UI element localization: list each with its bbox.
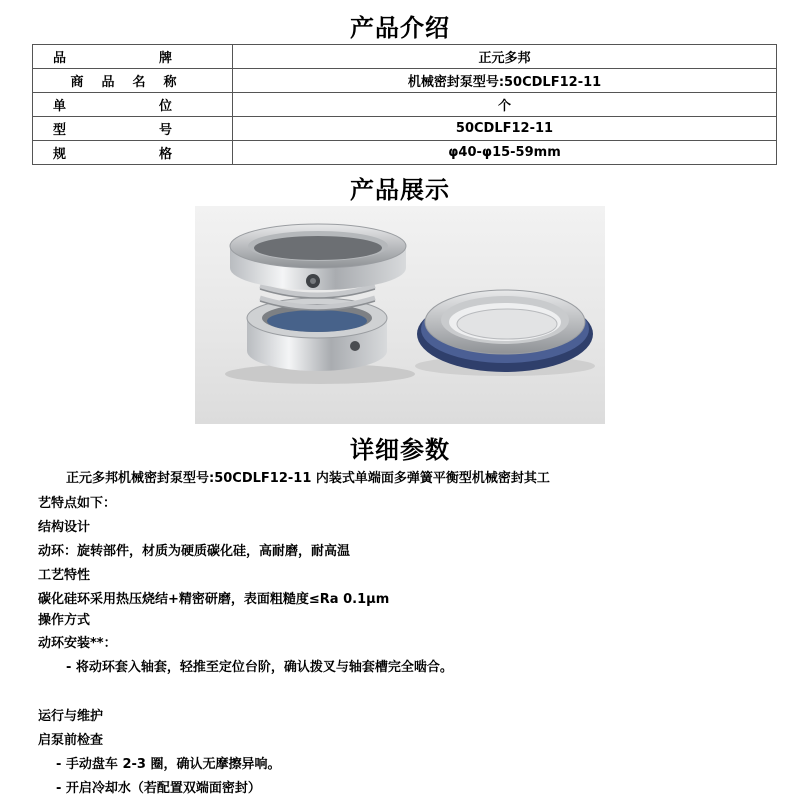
spec-label-specification: 规 格 [33, 141, 233, 165]
spec-value-model: 50CDLF12-11 [233, 117, 777, 141]
spec-value-brand: 正元多邦 [233, 45, 777, 69]
spec-label-brand: 品 牌 [33, 45, 233, 69]
spec-label-unit: 单 位 [33, 93, 233, 117]
params-intro-line-2: 艺特点如下： [38, 496, 117, 511]
table-row [33, 117, 777, 141]
params-intro-line-1: 正元多邦机械密封泵型号:50CDLF12-11 内装式单端面多弹簧平衡型机械密封其工 [66, 471, 550, 486]
check-item-1: - 手动盘车 2-3 圈，确认无摩擦异响。 [56, 757, 281, 772]
table-row [33, 93, 777, 117]
table-row [33, 69, 777, 93]
spec-table [32, 44, 777, 165]
table-row [33, 45, 777, 69]
spec-label-product-name: 商品名称 [33, 69, 233, 93]
process-heading: 工艺特性 [38, 568, 91, 583]
check-item-2: - 开启冷却水（若配置双端面密封） [56, 781, 261, 796]
install-heading: 动环安装**： [38, 636, 117, 651]
structure-text: 动环：旋转部件，材质为硬质碳化硅，高耐磨，耐高温 [38, 544, 351, 559]
install-step: - 将动环套入轴套，轻推至定位台阶，确认拨叉与轴套槽完全啮合。 [66, 660, 453, 675]
mechanical-seal-illustration [195, 206, 605, 424]
spec-label-model: 型 号 [33, 117, 233, 141]
maintenance-heading: 运行与维护 [38, 709, 104, 724]
structure-heading: 结构设计 [38, 520, 91, 535]
section-title-product-showcase: 产品展示 [350, 176, 450, 204]
section-title-detailed-params: 详细参数 [350, 436, 450, 464]
section-title-product-intro: 产品介绍 [350, 14, 450, 42]
precheck-heading: 启泵前检查 [38, 733, 104, 748]
operation-heading: 操作方式 [38, 613, 91, 628]
spec-value-product-name: 机械密封泵型号:50CDLF12-11 [233, 69, 777, 93]
process-text: 碳化硅环采用热压烧结+精密研磨，表面粗糙度≤Ra 0.1μm [38, 592, 390, 607]
product-photo [195, 206, 605, 424]
spec-value-specification: φ40-φ15-59mm [233, 141, 777, 165]
spec-value-unit: 个 [233, 93, 777, 117]
table-row [33, 141, 777, 165]
